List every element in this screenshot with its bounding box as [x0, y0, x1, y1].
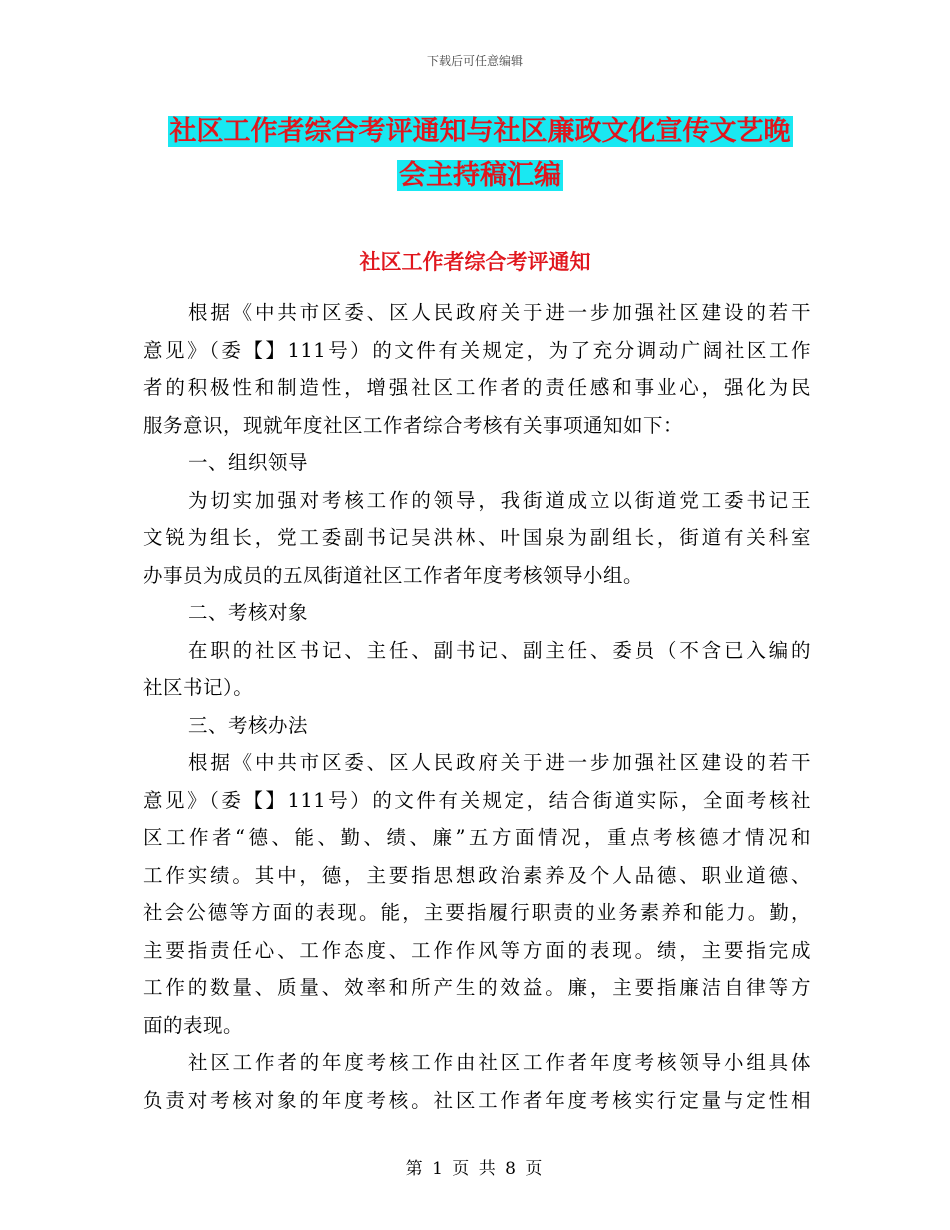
body-text [143, 294, 811, 1119]
body-line: 工作实绩。其中，德，主要指思想政治素养及个人品德、职业道德、 [143, 863, 811, 887]
body-line: 一、组织领导 [188, 451, 309, 474]
body-line: 在职的社区书记、主任、副书记、副主任、委员（不含已入编的 [188, 638, 811, 662]
page-footer [0, 1154, 950, 1179]
body-line: 社区书记）。 [143, 676, 254, 699]
body-line: 意见》（委【】111号）的文件有关规定，结合街道实际，全面考核社 [143, 788, 811, 812]
document-title-line-2: 会主持稿汇编 [399, 160, 561, 191]
footer-page-number: 1 [432, 1159, 445, 1179]
body-line: 为切实加强对考核工作的领导，我街道成立以街道党工委书记王 [188, 488, 811, 512]
body-line: 社区工作者的年度考核工作由社区工作者年度考核领导小组具体 [188, 1051, 811, 1074]
body-line: 社会公德等方面的表现。能，主要指履行职责的业务素养和能力。勤， [143, 901, 811, 924]
footer-suffix: 页 [525, 1159, 545, 1179]
body-line: 文锐为组长，党工委副书记吴洪林、叶国泉为副组长，街道有关科室 [143, 526, 811, 549]
header-note: 下载后可任意编辑 [426, 54, 523, 68]
body-line: 根据《中共市区委、区人民政府关于进一步加强社区建设的若干 [188, 751, 811, 774]
body-line: 主要指责任心、工作态度、工作作风等方面的表现。绩，主要指完成 [143, 938, 811, 962]
body-line: 二、考核对象 [188, 601, 309, 624]
body-line: 者的积极性和制造性，增强社区工作者的责任感和事业心，强化为民 [143, 376, 811, 399]
document-title [150, 110, 810, 198]
footer-total-pages: 8 [505, 1159, 518, 1179]
body-line: 面的表现。 [143, 1013, 244, 1037]
body-line: 办事员为成员的五凤街道社区工作者年度考核领导小组。 [143, 563, 644, 587]
body-line: 负责对考核对象的年度考核。社区工作者年度考核实行定量与定性相 [143, 1088, 811, 1112]
footer-mid: 页 共 [452, 1159, 498, 1179]
section-title: 社区工作者综合考评通知 [359, 250, 591, 274]
body-line: 根据《中共市区委、区人民政府关于进一步加强社区建设的若干 [188, 301, 811, 324]
body-line: 三、考核办法 [188, 713, 309, 737]
body-line: 区工作者“德、能、勤、绩、廉”五方面情况，重点考核德才情况和 [143, 826, 811, 849]
document-title-line-1: 社区工作者综合考评通知与社区廉政文化宣传文艺晚 [169, 116, 791, 147]
body-line: 意见》（委【】111号）的文件有关规定，为了充分调动广阔社区工作 [143, 338, 811, 362]
body-line: 服务意识，现就年度社区工作者综合考核有关事项通知如下： [143, 413, 684, 437]
body-line: 工作的数量、质量、效率和所产生的效益。廉，主要指廉洁自律等方 [143, 976, 811, 999]
footer-prefix: 第 [405, 1159, 425, 1179]
